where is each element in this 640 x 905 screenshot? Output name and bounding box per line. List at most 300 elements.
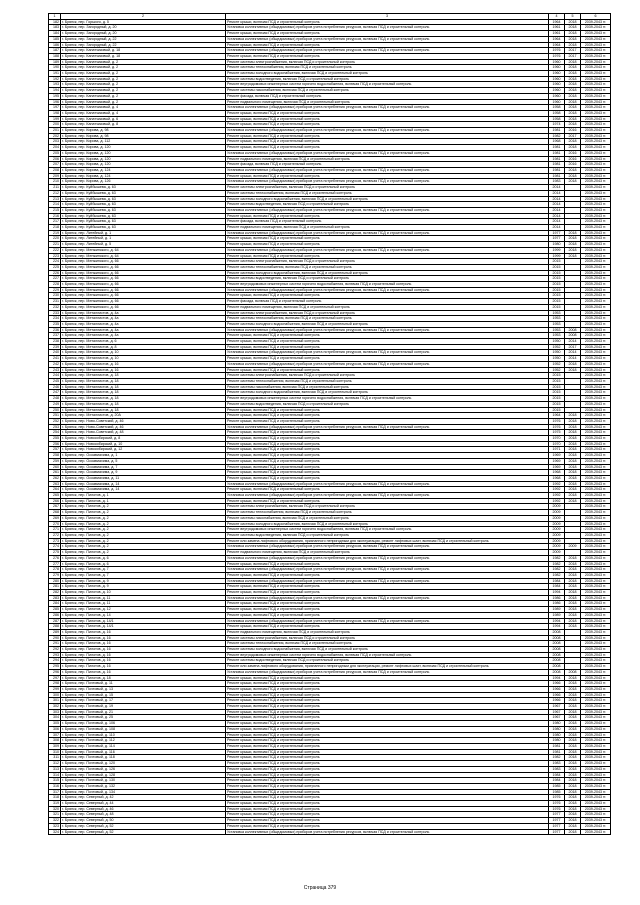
work-type-cell: Установка коллективных (общедомовых) приборов учета потребления ресурсов, включая ПСД и строительный контроль bbox=[226, 36, 549, 42]
address-cell: г. Брянск, пер. Канатчиковый, д. 2 bbox=[61, 65, 226, 71]
work-type-cell: Ремонт системы холодного водоснабжения, включая ПСД и строительный контроль bbox=[226, 647, 549, 653]
row-number: 258 bbox=[49, 453, 61, 459]
address-cell: г. Брянск, пер. Канатчиковый, д. 2 bbox=[61, 59, 226, 65]
work-type-cell: Ремонт крыши, включая ПСД и строительный контроль bbox=[226, 407, 549, 413]
last-repair-year-cell: 2018 bbox=[565, 567, 581, 573]
work-type-cell: Ремонт крыши, включая ПСД и строительный контроль bbox=[226, 173, 549, 179]
work-type-cell: Ремонт крыши, включая ПСД и строительный контроль bbox=[226, 806, 549, 812]
address-cell: г. Брянск, пер. Кирова, д. 120 bbox=[61, 150, 226, 156]
address-cell: г. Брянск, пер. Металлистов, д. 4а bbox=[61, 310, 226, 316]
row-number: 283 bbox=[49, 595, 61, 601]
last-repair-year-cell: 2017 bbox=[565, 53, 581, 59]
year-built-cell: 1976 bbox=[549, 801, 565, 807]
planned-period-cell: 2039-2043 гг. bbox=[581, 527, 611, 533]
address-cell: г. Брянск, пер. Кирова, д. 98 bbox=[61, 128, 226, 134]
work-type-cell: Ремонт крыши, включая ПСД и строительный контроль bbox=[226, 42, 549, 48]
work-type-cell: Ремонт системы теплоснабжения, включая ПСД и строительный контроль bbox=[226, 190, 549, 196]
planned-period-cell: 2039-2043 гг. bbox=[581, 635, 611, 641]
row-number: 186 bbox=[49, 42, 61, 48]
last-repair-year-cell: 2018 bbox=[565, 236, 581, 242]
row-number: 249 bbox=[49, 401, 61, 407]
year-built-cell: 2009 bbox=[549, 544, 565, 550]
work-type-cell: Ремонт системы газоснабжения, включая ПСД и строительный контроль bbox=[226, 515, 549, 521]
row-number: 182 bbox=[49, 19, 61, 25]
year-built-cell: 1999 bbox=[549, 247, 565, 253]
planned-period-cell: 2039-2043 гг. bbox=[581, 361, 611, 367]
planned-period-cell: 2039-2043 гг. bbox=[581, 555, 611, 561]
last-repair-year-cell: 2018 bbox=[565, 555, 581, 561]
last-repair-year-cell: 2018 bbox=[565, 761, 581, 767]
work-type-cell: Ремонт крыши, включая ПСД и строительный контроль bbox=[226, 430, 549, 436]
year-built-cell: 1961 bbox=[549, 25, 565, 31]
work-type-cell: Установка коллективных (общедомовых) приборов учета потребления ресурсов, включая ПСД и строительный контроль bbox=[226, 555, 549, 561]
row-number: 269 bbox=[49, 515, 61, 521]
year-built-cell: 1986 bbox=[549, 595, 565, 601]
planned-period-cell: 2039-2043 гг. bbox=[581, 766, 611, 772]
address-cell: г. Брянск, пер. Северный, д. 48 bbox=[61, 812, 226, 818]
address-cell: г. Брянск, пер. Менжинского, д. 66 bbox=[61, 264, 226, 270]
last-repair-year-cell: 2018 bbox=[565, 441, 581, 447]
last-repair-year-cell: 2018 bbox=[565, 367, 581, 373]
address-cell: г. Брянск, пер. Почтовый, д. 25 bbox=[61, 715, 226, 721]
last-repair-year-cell: 2018 bbox=[565, 464, 581, 470]
address-cell: г. Брянск, пер. Канатчиковый, д. 18 bbox=[61, 53, 226, 59]
planned-period-cell: 2039-2043 гг. bbox=[581, 76, 611, 82]
row-number: 288 bbox=[49, 624, 61, 630]
planned-period-cell: 2039-2043 гг. bbox=[581, 726, 611, 732]
work-type-cell: Ремонт системы теплоснабжения, включая ПСД и строительный контроль bbox=[226, 641, 549, 647]
planned-period-cell: 2039-2043 гг. bbox=[581, 652, 611, 658]
work-type-cell: Установка коллективных (общедомовых) приборов учета потребления ресурсов, включая ПСД и строительный контроль bbox=[226, 424, 549, 430]
work-type-cell: Ремонт внутридомовых инженерных систем горячего водоснабжения, включая ПСД и строительный контроль bbox=[226, 82, 549, 88]
row-number: 279 bbox=[49, 572, 61, 578]
year-built-cell: 1966 bbox=[549, 692, 565, 698]
work-type-cell: Ремонт крыши, включая ПСД и строительный контроль bbox=[226, 732, 549, 738]
row-number: 216 bbox=[49, 213, 61, 219]
row-number: 267 bbox=[49, 504, 61, 510]
address-cell: г. Брянск, пер. Почтовый, д. 130 bbox=[61, 778, 226, 784]
address-cell: г. Брянск, пер. Канатчиковый, д. 2 bbox=[61, 93, 226, 99]
row-number: 237 bbox=[49, 333, 61, 339]
year-built-cell: 2015 bbox=[549, 270, 565, 276]
address-cell: г. Брянск, пер. Почтовый, д. 126 bbox=[61, 766, 226, 772]
work-type-cell: Ремонт крыши, включая ПСД и строительный контроль bbox=[226, 116, 549, 122]
planned-period-cell: 2039-2043 гг. bbox=[581, 624, 611, 630]
row-number: 295 bbox=[49, 664, 61, 670]
planned-period-cell: 2039-2043 гг. bbox=[581, 481, 611, 487]
planned-period-cell: 2039-2043 гг. bbox=[581, 470, 611, 476]
last-repair-year-cell: 2018 bbox=[565, 584, 581, 590]
row-number: 242 bbox=[49, 361, 61, 367]
last-repair-year-cell: 2018 bbox=[565, 179, 581, 185]
planned-period-cell: 2039-2043 гг. bbox=[581, 259, 611, 265]
planned-period-cell: 2039-2043 гг. bbox=[581, 299, 611, 305]
address-cell: г. Брянск, пер. Пилотов, д. 7 bbox=[61, 572, 226, 578]
row-number: 184 bbox=[49, 31, 61, 37]
row-number: 321 bbox=[49, 812, 61, 818]
year-built-cell: 2015 bbox=[549, 287, 565, 293]
work-type-cell: Ремонт крыши, включая ПСД и строительный контроль bbox=[226, 293, 549, 299]
address-cell: г. Брянск, пер. Металлистов, д. 18 bbox=[61, 407, 226, 413]
year-built-cell: 1969 bbox=[549, 464, 565, 470]
year-built-cell: 1994 bbox=[549, 618, 565, 624]
row-number: 229 bbox=[49, 287, 61, 293]
planned-period-cell: 2039-2043 гг. bbox=[581, 487, 611, 493]
address-cell: г. Брянск, пер. Почтовый, д. 118 bbox=[61, 755, 226, 761]
year-built-cell: 1968 bbox=[549, 470, 565, 476]
work-type-cell: Ремонт внутридомовых инженерных систем горячего водоснабжения, включая ПСД и строительный контроль bbox=[226, 652, 549, 658]
planned-period-cell: 2039-2043 гг. bbox=[581, 749, 611, 755]
last-repair-year-cell: 2018 bbox=[565, 686, 581, 692]
planned-period-cell: 2039-2043 гг. bbox=[581, 367, 611, 373]
work-type-cell: Ремонт крыши, включая ПСД и строительный контроль bbox=[226, 470, 549, 476]
work-type-cell: Ремонт системы водоотведения, включая ПСД и строительный контроль bbox=[226, 76, 549, 82]
work-type-cell: Ремонт системы теплоснабжения, включая ПСД и строительный контроль bbox=[226, 510, 549, 516]
year-built-cell: 1975 bbox=[549, 430, 565, 436]
year-built-cell: 1986 bbox=[549, 601, 565, 607]
column-header: 5 bbox=[565, 14, 581, 20]
row-number: 223 bbox=[49, 253, 61, 259]
row-number: 290 bbox=[49, 635, 61, 641]
last-repair-year-cell: 2018 bbox=[565, 766, 581, 772]
year-built-cell: 1953 bbox=[549, 316, 565, 322]
year-built-cell: 1983 bbox=[549, 179, 565, 185]
year-built-cell: 2008 bbox=[549, 647, 565, 653]
year-built-cell: 2015 bbox=[549, 373, 565, 379]
last-repair-year-cell: 2018 bbox=[565, 481, 581, 487]
row-number: 233 bbox=[49, 310, 61, 316]
last-repair-year-cell: 2018 bbox=[565, 424, 581, 430]
last-repair-year-cell: 2018 bbox=[565, 458, 581, 464]
planned-period-cell: 2039-2043 гг. bbox=[581, 116, 611, 122]
last-repair-year-cell: 2018 bbox=[565, 561, 581, 567]
row-number: 263 bbox=[49, 481, 61, 487]
row-number: 201 bbox=[49, 128, 61, 134]
last-repair-year-cell: 2018 bbox=[565, 812, 581, 818]
year-built-cell: 1982 bbox=[549, 561, 565, 567]
planned-period-cell: 2039-2043 гг. bbox=[581, 53, 611, 59]
row-number: 313 bbox=[49, 766, 61, 772]
work-type-cell: Ремонт крыши, включая ПСД и строительный контроль bbox=[226, 755, 549, 761]
year-built-cell: 2009 bbox=[549, 550, 565, 556]
year-built-cell: 2008 bbox=[549, 652, 565, 658]
year-built-cell: 1977 bbox=[549, 823, 565, 829]
address-cell: г. Брянск, пер. Металлистов, д. 18 bbox=[61, 401, 226, 407]
address-cell: г. Брянск, пер. Менжинского, д. 66 bbox=[61, 282, 226, 288]
planned-period-cell: 2039-2043 гг. bbox=[581, 498, 611, 504]
row-number: 235 bbox=[49, 321, 61, 327]
year-built-cell: 1981 bbox=[549, 150, 565, 156]
last-repair-year-cell: 2014 bbox=[565, 350, 581, 356]
year-built-cell: 2015 bbox=[549, 259, 565, 265]
year-built-cell: 1981 bbox=[549, 744, 565, 750]
address-cell: г. Брянск, пер. Новосибирский, д. 10 bbox=[61, 441, 226, 447]
address-cell: г. Брянск, пер. Почтовый, д. 116 bbox=[61, 749, 226, 755]
work-type-cell: Ремонт крыши, включая ПСД и строительный контроль bbox=[226, 715, 549, 721]
row-number: 281 bbox=[49, 584, 61, 590]
row-number: 297 bbox=[49, 675, 61, 681]
address-cell: г. Брянск, пер. Пилотов, д. 16 bbox=[61, 658, 226, 664]
address-cell: г. Брянск, пер. Почтовый, д. 134 bbox=[61, 789, 226, 795]
row-number: 212 bbox=[49, 190, 61, 196]
address-cell: г. Брянск, пер. Кирова, д. 126 bbox=[61, 179, 226, 185]
work-type-cell: Ремонт системы теплоснабжения, включая ПСД и строительный контроль bbox=[226, 65, 549, 71]
planned-period-cell: 2039-2043 гг. bbox=[581, 384, 611, 390]
work-type-cell: Ремонт системы холодного водоснабжения, включая ПСД и строительный контроль bbox=[226, 270, 549, 276]
work-type-cell: Ремонт крыши, включая ПСД и строительный контроль bbox=[226, 572, 549, 578]
row-number: 209 bbox=[49, 173, 61, 179]
year-built-cell: 1952 bbox=[549, 367, 565, 373]
year-built-cell: 1958 bbox=[549, 105, 565, 111]
work-type-cell: Ремонт системы холодного водоснабжения, включая ПСД и строительный контроль bbox=[226, 390, 549, 396]
row-number: 192 bbox=[49, 76, 61, 82]
work-type-cell: Ремонт подвального помещения, включая ПСД и строительный контроль bbox=[226, 629, 549, 635]
address-cell: г. Брянск, пер. Куйбышева, д. 63 bbox=[61, 219, 226, 225]
last-repair-year-cell: 2018 bbox=[565, 145, 581, 151]
work-type-cell: Ремонт системы электроснабжения, включая ПСД и строительный контроль bbox=[226, 185, 549, 191]
year-built-cell: 1983 bbox=[549, 766, 565, 772]
planned-period-cell: 2039-2043 гг. bbox=[581, 789, 611, 795]
planned-period-cell: 2039-2043 гг. bbox=[581, 521, 611, 527]
year-built-cell: 2014 bbox=[549, 207, 565, 213]
row-number: 266 bbox=[49, 498, 61, 504]
table-body bbox=[49, 19, 611, 835]
planned-period-cell: 2039-2043 гг. bbox=[581, 202, 611, 208]
row-number: 303 bbox=[49, 709, 61, 715]
planned-period-cell: 2039-2043 гг. bbox=[581, 578, 611, 584]
row-number: 219 bbox=[49, 230, 61, 236]
planned-period-cell: 2039-2043 гг. bbox=[581, 327, 611, 333]
year-built-cell: 2014 bbox=[549, 219, 565, 225]
year-built-cell: 2014 bbox=[549, 196, 565, 202]
last-repair-year-cell: 2018 bbox=[565, 430, 581, 436]
row-number: 239 bbox=[49, 344, 61, 350]
row-number: 188 bbox=[49, 53, 61, 59]
planned-period-cell: 2039-2043 гг. bbox=[581, 510, 611, 516]
year-built-cell: 1982 bbox=[549, 555, 565, 561]
planned-period-cell: 2039-2043 гг. bbox=[581, 230, 611, 236]
work-type-cell: Установка коллективных (общедомовых) приборов учета потребления ресурсов, включая ПСД и строительный контроль bbox=[226, 150, 549, 156]
planned-period-cell: 2039-2043 гг. bbox=[581, 270, 611, 276]
last-repair-year-cell: 2017 bbox=[565, 48, 581, 54]
year-built-cell: 2015 bbox=[549, 293, 565, 299]
address-cell: г. Брянск, пер. Менжинского, д. 66 bbox=[61, 304, 226, 310]
planned-period-cell: 2039-2043 гг. bbox=[581, 128, 611, 134]
column-header: 1 bbox=[49, 14, 61, 20]
address-cell: г. Брянск, пер. Пилотов, д. 2 bbox=[61, 510, 226, 516]
row-number: 221 bbox=[49, 242, 61, 248]
row-number: 253 bbox=[49, 424, 61, 430]
address-cell: г. Брянск, пер. Пилотов, д. 16 bbox=[61, 629, 226, 635]
address-cell: г. Брянск, пер. Загородный, д. 20 bbox=[61, 25, 226, 31]
row-number: 310 bbox=[49, 749, 61, 755]
year-built-cell: 1989 bbox=[549, 607, 565, 613]
row-number: 293 bbox=[49, 652, 61, 658]
last-repair-year-cell: 2018 bbox=[565, 726, 581, 732]
address-cell: г. Брянск, пер. Пилотов, д. 9 bbox=[61, 578, 226, 584]
planned-period-cell: 2039-2043 гг. bbox=[581, 686, 611, 692]
year-built-cell: 2014 bbox=[549, 185, 565, 191]
year-built-cell: 1992 bbox=[549, 493, 565, 499]
planned-period-cell: 2039-2043 гг. bbox=[581, 561, 611, 567]
planned-period-cell: 2039-2043 гг. bbox=[581, 629, 611, 635]
address-cell: г. Брянск, пер. Ново-Советский, д. 46 bbox=[61, 424, 226, 430]
work-type-cell: Ремонт крыши, включая ПСД и строительный контроль bbox=[226, 692, 549, 698]
year-built-cell: 1982 bbox=[549, 572, 565, 578]
year-built-cell: 1977 bbox=[549, 230, 565, 236]
planned-period-cell: 2039-2043 гг. bbox=[581, 669, 611, 675]
row-number: 259 bbox=[49, 458, 61, 464]
planned-period-cell: 2039-2043 гг. bbox=[581, 190, 611, 196]
last-repair-year-cell: 2018 bbox=[565, 789, 581, 795]
last-repair-year-cell: 2018 bbox=[565, 93, 581, 99]
year-built-cell: 1961 bbox=[549, 31, 565, 37]
year-built-cell: 1994 bbox=[549, 624, 565, 630]
work-type-cell: Ремонт системы теплоснабжения, включая ПСД и строительный контроль bbox=[226, 264, 549, 270]
work-type-cell: Ремонт крыши, включая ПСД и строительный контроль bbox=[226, 823, 549, 829]
planned-period-cell: 2039-2043 гг. bbox=[581, 732, 611, 738]
row-number: 294 bbox=[49, 658, 61, 664]
row-number: 323 bbox=[49, 823, 61, 829]
year-built-cell: 2008 bbox=[549, 635, 565, 641]
planned-period-cell: 2039-2043 гг. bbox=[581, 344, 611, 350]
last-repair-year-cell: 2018 bbox=[565, 607, 581, 613]
planned-period-cell: 2039-2043 гг. bbox=[581, 253, 611, 259]
last-repair-year-cell: 2018 bbox=[565, 578, 581, 584]
year-built-cell: 1992 bbox=[549, 498, 565, 504]
planned-period-cell: 2039-2043 гг. bbox=[581, 424, 611, 430]
work-type-cell: Ремонт крыши, включая ПСД и строительный контроль bbox=[226, 236, 549, 242]
work-type-cell: Ремонт крыши, включая ПСД и строительный контроль bbox=[226, 789, 549, 795]
work-type-cell: Ремонт системы водоотведения, включая ПСД и строительный контроль bbox=[226, 276, 549, 282]
address-cell: г. Брянск, пер. Загородный, д. 22 bbox=[61, 36, 226, 42]
last-repair-year-cell: 2018 bbox=[565, 99, 581, 105]
column-header: 4 bbox=[549, 14, 565, 20]
address-cell: г. Брянск, пер. Металлистов, д. 4а bbox=[61, 333, 226, 339]
planned-period-cell: 2039-2043 гг. bbox=[581, 504, 611, 510]
row-number: 228 bbox=[49, 282, 61, 288]
row-number: 308 bbox=[49, 738, 61, 744]
planned-period-cell: 2039-2043 гг. bbox=[581, 413, 611, 419]
work-type-cell: Ремонт крыши, включая ПСД и строительный контроль bbox=[226, 242, 549, 248]
planned-period-cell: 2039-2043 гг. bbox=[581, 721, 611, 727]
last-repair-year-cell: 2018 bbox=[565, 447, 581, 453]
year-built-cell: 1966 bbox=[549, 698, 565, 704]
work-type-cell: Установка коллективных (общедомовых) приборов учета потребления ресурсов, включая ПСД и строительный контроль bbox=[226, 493, 549, 499]
work-type-cell: Ремонт фасада, включая ПСД и строительный контроль bbox=[226, 219, 549, 225]
last-repair-year-cell: 2018 bbox=[565, 498, 581, 504]
work-type-cell: Установка коллективных (общедомовых) приборов учета потребления ресурсов, включая ПСД и строительный контроль bbox=[226, 595, 549, 601]
planned-period-cell: 2039-2043 гг. bbox=[581, 225, 611, 231]
last-repair-year-cell: 2018 bbox=[565, 772, 581, 778]
planned-period-cell: 2039-2043 гг. bbox=[581, 356, 611, 362]
row-number: 226 bbox=[49, 270, 61, 276]
work-type-cell: Ремонт системы газоснабжения, включая ПСД и строительный контроль bbox=[226, 88, 549, 94]
work-type-cell: Установка коллективных (общедомовых) приборов учета потребления ресурсов, включая ПСД и строительный контроль bbox=[226, 247, 549, 253]
planned-period-cell: 2039-2043 гг. bbox=[581, 390, 611, 396]
address-cell: г. Брянск, пер. Загородный, д. 20 bbox=[61, 31, 226, 37]
address-cell: г. Брянск, пер. Горького, д. 5 bbox=[61, 19, 226, 25]
work-type-cell: Ремонт крыши, включая ПСД и строительный контроль bbox=[226, 333, 549, 339]
address-cell: г. Брянск, пер. Северный, д. 52 bbox=[61, 823, 226, 829]
work-type-cell: Ремонт системы электроснабжения, включая ПСД и строительный контроль bbox=[226, 259, 549, 265]
address-cell: г. Брянск, пер. Пилотов, д. 16 bbox=[61, 669, 226, 675]
year-built-cell: 2015 bbox=[549, 401, 565, 407]
work-type-cell: Ремонт системы газоснабжения, включая ПСД и строительный контроль bbox=[226, 384, 549, 390]
planned-period-cell: 2039-2043 гг. bbox=[581, 458, 611, 464]
year-built-cell: 1958 bbox=[549, 110, 565, 116]
address-cell: г. Брянск, пер. Канатчиковый, д. 4 bbox=[61, 105, 226, 111]
year-built-cell: 1952 bbox=[549, 361, 565, 367]
row-number: 257 bbox=[49, 447, 61, 453]
last-repair-year-cell: 2008 bbox=[565, 333, 581, 339]
address-cell: г. Брянск, пер. Литейный, д. 5 bbox=[61, 242, 226, 248]
year-built-cell: 1981 bbox=[549, 162, 565, 168]
planned-period-cell: 2039-2043 гг. bbox=[581, 590, 611, 596]
row-number: 205 bbox=[49, 150, 61, 156]
work-type-cell: Ремонт фасада, включая ПСД и строительный контроль bbox=[226, 93, 549, 99]
work-type-cell: Ремонт крыши, включая ПСД и строительный контроль bbox=[226, 590, 549, 596]
row-number: 204 bbox=[49, 145, 61, 151]
last-repair-year-cell: 2016 bbox=[565, 156, 581, 162]
planned-period-cell: 2039-2043 гг. bbox=[581, 247, 611, 253]
address-cell: г. Брянск, пер. Осоавиахима, д. 1 bbox=[61, 453, 226, 459]
row-number: 224 bbox=[49, 259, 61, 265]
work-type-cell: Ремонт системы водоотведения, включая ПСД и строительный контроль bbox=[226, 401, 549, 407]
year-built-cell: 1976 bbox=[549, 795, 565, 801]
planned-period-cell: 2039-2043 гг. bbox=[581, 133, 611, 139]
year-built-cell: 1953 bbox=[549, 321, 565, 327]
year-built-cell: 2014 bbox=[549, 213, 565, 219]
row-number: 198 bbox=[49, 110, 61, 116]
address-cell: г. Брянск, пер. Пилотов, д. 2 bbox=[61, 515, 226, 521]
planned-period-cell: 2039-2043 гг. bbox=[581, 42, 611, 48]
last-repair-year-cell: 2018 bbox=[565, 59, 581, 65]
year-built-cell: 1950 bbox=[549, 350, 565, 356]
work-type-cell: Ремонт системы водоотведения, включая ПСД и строительный контроль bbox=[226, 532, 549, 538]
planned-period-cell: 2039-2043 гг. bbox=[581, 778, 611, 784]
last-repair-year-cell: 2014 bbox=[565, 356, 581, 362]
planned-period-cell: 2039-2043 гг. bbox=[581, 755, 611, 761]
last-repair-year-cell: 2018 bbox=[565, 590, 581, 596]
address-cell: г. Брянск, пер. Северный, д. 50 bbox=[61, 818, 226, 824]
planned-period-cell: 2039-2043 гг. bbox=[581, 282, 611, 288]
address-cell: г. Брянск, пер. Пилотов, д. 1 bbox=[61, 498, 226, 504]
year-built-cell: 1967 bbox=[549, 709, 565, 715]
planned-period-cell: 2039-2043 гг. bbox=[581, 162, 611, 168]
year-built-cell: 1980 bbox=[549, 242, 565, 248]
address-cell: г. Брянск, пер. Куйбышева, д. 63 bbox=[61, 185, 226, 191]
address-cell: г. Брянск, пер. Почтовый, д. 132 bbox=[61, 783, 226, 789]
row-number: 273 bbox=[49, 538, 61, 544]
address-cell: г. Брянск, пер. Металлистов, д. 4а bbox=[61, 316, 226, 322]
row-number: 320 bbox=[49, 806, 61, 812]
work-type-cell: Установка коллективных (общедомовых) приборов учета потребления ресурсов, включая ПСД и строительный контроль bbox=[226, 544, 549, 550]
last-repair-year-cell: 2018 bbox=[565, 436, 581, 442]
year-built-cell: 1981 bbox=[549, 156, 565, 162]
last-repair-year-cell: 2018 bbox=[565, 167, 581, 173]
address-cell: г. Брянск, пер. Почтовый, д. 13 bbox=[61, 686, 226, 692]
work-type-cell: Ремонт крыши, включая ПСД и строительный контроль bbox=[226, 675, 549, 681]
last-repair-year-cell: 2018 bbox=[565, 42, 581, 48]
address-cell: г. Брянск, пер. Канатчиковый, д. 8 bbox=[61, 122, 226, 128]
year-built-cell: 2015 bbox=[549, 384, 565, 390]
planned-period-cell: 2039-2043 гг. bbox=[581, 453, 611, 459]
row-number: 316 bbox=[49, 783, 61, 789]
year-built-cell: 1953 bbox=[549, 327, 565, 333]
row-number: 230 bbox=[49, 293, 61, 299]
address-cell: г. Брянск, пер. Канатчиковый, д. 2 bbox=[61, 76, 226, 82]
